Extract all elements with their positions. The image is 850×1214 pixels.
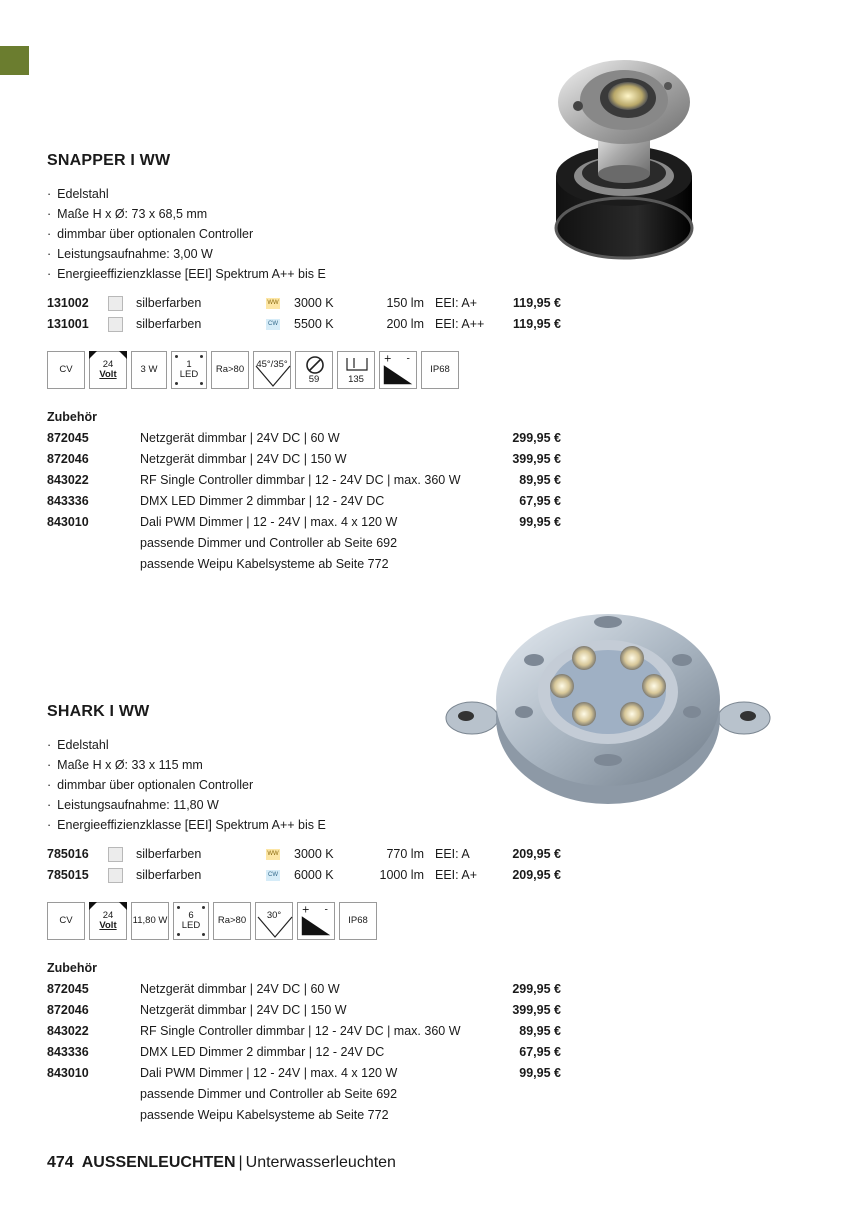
eei-class: EEI: A+	[435, 868, 478, 882]
variant-table	[47, 844, 567, 886]
feature-list	[47, 184, 567, 284]
voltage-number: 24	[102, 359, 114, 370]
variant-row	[47, 865, 567, 886]
feature-item: · Maße H x Ø: 33 x 115 mm	[47, 755, 567, 775]
accessory-desc: RF Single Controller dimmbar | 12 - 24V DC | max. 360 W	[140, 473, 461, 487]
feature-item: · Energieeffizienzklasse [EEI] Spektrum A++ bis E	[47, 815, 567, 835]
accessory-row	[47, 428, 567, 449]
page-reference-note: passende Dimmer und Controller ab Seite 692	[140, 1087, 398, 1101]
price: 89,95 €	[519, 473, 561, 487]
accessory-desc: DMX LED Dimmer 2 dimmbar | 12 - 24V DC	[140, 1045, 385, 1059]
price: 119,95 €	[513, 296, 561, 310]
variant-row	[47, 293, 567, 314]
feature-item: · Maße H x Ø: 73 x 68,5 mm	[47, 204, 567, 224]
price: 67,95 €	[519, 1045, 561, 1059]
finish-label: silberfarben	[136, 868, 202, 882]
article-number: 843022	[47, 1024, 89, 1038]
color-temp: 5500 K	[294, 317, 334, 331]
accessories-title: Zubehör	[47, 410, 97, 424]
price: 209,95 €	[512, 847, 561, 861]
accessory-row	[47, 1063, 567, 1084]
beam-angle-icon: 45°/35°	[253, 351, 291, 389]
wattage-icon: 11,80 W	[131, 902, 169, 940]
led-number: 6	[188, 910, 194, 921]
accessory-row	[47, 512, 567, 533]
cri-icon: Ra>80	[213, 902, 251, 940]
voltage-unit: Volt	[99, 369, 117, 380]
accessory-desc: Netzgerät dimmbar | 24V DC | 150 W	[140, 1003, 347, 1017]
color-temp-badge: WW	[266, 849, 280, 860]
feature-item: · Leistungsaufnahme: 11,80 W	[47, 795, 567, 815]
price: 67,95 €	[519, 494, 561, 508]
led-count-icon	[173, 902, 209, 940]
price: 119,95 €	[513, 317, 561, 331]
eei-class: EEI: A++	[435, 317, 485, 331]
article-number: 872045	[47, 431, 89, 445]
cutout-diameter-icon: 59	[295, 351, 333, 389]
product-title: SHARK I WW	[47, 703, 150, 720]
article-number: 872046	[47, 1003, 89, 1017]
article-number: 131001	[47, 317, 89, 331]
accessory-desc: Dali PWM Dimmer | 12 - 24V | max. 4 x 120 W	[140, 515, 398, 529]
price: 399,95 €	[512, 1003, 561, 1017]
color-temp-badge: WW	[266, 298, 280, 309]
feature-item: · dimmbar über optionalen Controller	[47, 224, 567, 244]
finish-swatch	[108, 868, 123, 883]
ip-rating-icon: IP68	[339, 902, 377, 940]
led-number: 1	[186, 359, 192, 370]
ip-rating-icon: IP68	[421, 351, 459, 389]
cv-icon: CV	[47, 902, 85, 940]
color-temp: 3000 K	[294, 296, 334, 310]
price: 399,95 €	[512, 452, 561, 466]
color-temp-badge: CW	[266, 870, 280, 881]
article-number: 843010	[47, 515, 89, 529]
accessory-row	[47, 979, 567, 1000]
feature-item: · Leistungsaufnahme: 3,00 W	[47, 244, 567, 264]
accessory-row	[47, 491, 567, 512]
voltage-icon	[89, 351, 127, 389]
variant-row	[47, 844, 567, 865]
voltage-icon	[89, 902, 127, 940]
article-number: 872045	[47, 982, 89, 996]
lumen-value: 1000 lm	[379, 868, 424, 882]
variant-row	[47, 314, 567, 335]
cri-icon: Ra>80	[211, 351, 249, 389]
installation-depth-icon: 135	[337, 351, 375, 389]
finish-label: silberfarben	[136, 847, 202, 861]
accessory-row	[47, 1000, 567, 1021]
price: 99,95 €	[519, 1066, 561, 1080]
snapper-product-image	[548, 58, 696, 304]
article-number: 131002	[47, 296, 89, 310]
svg-text:-: -	[406, 353, 410, 365]
voltage-number: 24	[102, 910, 114, 921]
feature-list	[47, 735, 567, 835]
dimmable-icon	[297, 902, 335, 940]
color-temp-badge: CW	[266, 319, 280, 330]
eei-class: EEI: A	[435, 847, 470, 861]
feature-item: · dimmbar über optionalen Controller	[47, 775, 567, 795]
accessory-desc: Netzgerät dimmbar | 24V DC | 60 W	[140, 982, 340, 996]
svg-text:-: -	[324, 904, 328, 916]
dimmable-icon	[379, 351, 417, 389]
accessory-row	[47, 1042, 567, 1063]
variant-table	[47, 293, 567, 335]
article-number: 785016	[47, 847, 89, 861]
finish-swatch	[108, 296, 123, 311]
color-temp: 6000 K	[294, 868, 334, 882]
page-reference-note: passende Weipu Kabelsysteme ab Seite 772	[140, 557, 389, 571]
feature-item: · Energieeffizienzklasse [EEI] Spektrum A++ bis E	[47, 264, 567, 284]
finish-swatch	[108, 847, 123, 862]
page-footer	[47, 1152, 396, 1174]
price: 299,95 €	[512, 982, 561, 996]
svg-text:+: +	[383, 353, 392, 365]
spec-icon-row	[47, 902, 567, 940]
finish-swatch	[108, 317, 123, 332]
article-number: 843010	[47, 1066, 89, 1080]
cv-icon: CV	[47, 351, 85, 389]
product-snapper	[47, 152, 567, 575]
eei-class: EEI: A+	[435, 296, 478, 310]
finish-label: silberfarben	[136, 296, 202, 310]
accessory-row	[47, 449, 567, 470]
page-reference-note: passende Weipu Kabelsysteme ab Seite 772	[140, 1108, 389, 1122]
lumen-value: 200 lm	[386, 317, 424, 331]
accessories-title: Zubehör	[47, 961, 97, 975]
page-number: 474	[47, 1154, 74, 1171]
feature-item: · Edelstahl	[47, 735, 567, 755]
lumen-value: 150 lm	[386, 296, 424, 310]
section-tab-marker	[0, 46, 29, 75]
page-reference-note: passende Dimmer und Controller ab Seite 692	[140, 536, 398, 550]
footer-category: AUSSENLEUCHTEN	[81, 1154, 236, 1171]
finish-label: silberfarben	[136, 317, 202, 331]
led-count-icon	[171, 351, 207, 389]
voltage-unit: Volt	[99, 920, 117, 931]
accessory-row	[47, 470, 567, 491]
svg-text:+: +	[301, 904, 310, 916]
product-shark	[47, 703, 567, 1126]
led-label: LED	[181, 920, 201, 931]
footer-subcategory: Unterwasserleuchten	[245, 1154, 396, 1171]
color-temp: 3000 K	[294, 847, 334, 861]
accessory-row	[47, 1021, 567, 1042]
product-title: SNAPPER I WW	[47, 152, 171, 169]
beam-angle-icon: 30°	[255, 902, 293, 940]
article-number: 785015	[47, 868, 89, 882]
article-number: 843022	[47, 473, 89, 487]
spec-icon-row	[47, 351, 567, 389]
price: 89,95 €	[519, 1024, 561, 1038]
accessory-desc: RF Single Controller dimmbar | 12 - 24V DC | max. 360 W	[140, 1024, 461, 1038]
price: 99,95 €	[519, 515, 561, 529]
lumen-value: 770 lm	[386, 847, 424, 861]
accessory-desc: Netzgerät dimmbar | 24V DC | 150 W	[140, 452, 347, 466]
article-number: 843336	[47, 494, 89, 508]
footer-separator: |	[238, 1154, 243, 1171]
article-number: 843336	[47, 1045, 89, 1059]
article-number: 872046	[47, 452, 89, 466]
feature-item: · Edelstahl	[47, 184, 567, 204]
accessory-desc: Dali PWM Dimmer | 12 - 24V | max. 4 x 120 W	[140, 1066, 398, 1080]
price: 299,95 €	[512, 431, 561, 445]
price: 209,95 €	[512, 868, 561, 882]
wattage-icon: 3 W	[131, 351, 167, 389]
led-label: LED	[179, 369, 199, 380]
accessory-desc: Netzgerät dimmbar | 24V DC | 60 W	[140, 431, 340, 445]
accessory-desc: DMX LED Dimmer 2 dimmbar | 12 - 24V DC	[140, 494, 385, 508]
